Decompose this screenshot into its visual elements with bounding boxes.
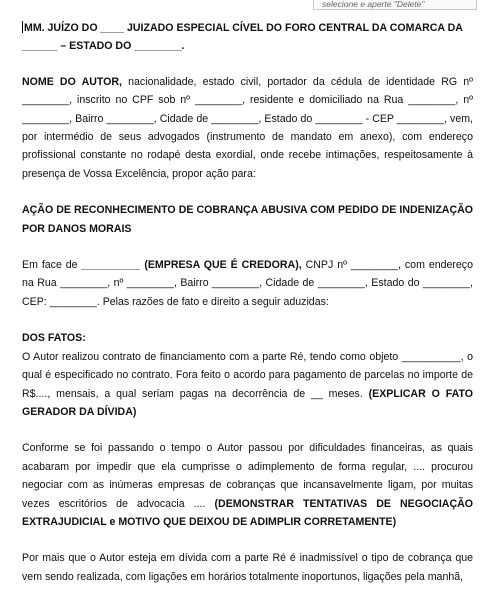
author-paragraph bbox=[22, 73, 473, 183]
text-cursor bbox=[22, 21, 23, 33]
facts-paragraph-1 bbox=[22, 348, 473, 422]
facts-p3-text: Por mais que o Autor esteja em dívida com a parte Ré é inadmissível o tipo de cobrança que vem sendo realizada, com ligações em horários totalmente inoportunos, ligações pela manhã, bbox=[22, 552, 473, 583]
facts-paragraph-2 bbox=[22, 439, 473, 531]
court-header bbox=[22, 19, 473, 56]
facts-p2-text: Conforme se foi passando o tempo o Autor passou por dificuldades financeiras, as quais acabaram por impedir que ela cumprisse o adimplemento de forma regular, .... procurou negociar com as inúmeras empresas de cobranças que incansavelmente ligam, por muitas vezes escritórios de advocacia .... bbox=[22, 442, 473, 510]
action-title: AÇÃO DE RECONHECIMENTO DE COBRANÇA ABUSIVA COM PEDIDO DE INDENIZAÇÃO POR DANOS MORAIS bbox=[22, 204, 473, 235]
delete-hint-text: selecione e aperte "Delete" bbox=[322, 0, 425, 9]
facts-paragraph-3 bbox=[22, 549, 473, 586]
defendant-blank: __________ bbox=[81, 259, 141, 272]
defendant-paragraph bbox=[22, 256, 473, 311]
delete-hint-box bbox=[313, 0, 477, 10]
defendant-company: (EMPRESA QUE É CREDORA), bbox=[140, 259, 302, 272]
defendant-prefix: Em face de bbox=[22, 259, 82, 272]
author-details: nacionalidade, estado civil, portador da cédula de identidade RG nº ________, inscrito no CPF sob nº ________, residente e domiciliado na Rua ________, nº ________, Bairro ________, Cidade de ________, Estado do ________ - CEP ________, vem, por intermédio de seus advogados (instrumento de mandato em anexo), com endereço profissional constante no rodapé desta exordial, onde recebe intimações, respeitosamente à presença de Vossa Excelência, propor ação para: bbox=[22, 75, 473, 180]
author-name: NOME DO AUTOR, bbox=[22, 75, 122, 88]
petition-document bbox=[22, 19, 473, 586]
court-header-line2: ______ – ESTADO DO ________. bbox=[22, 40, 185, 53]
facts-p1-note: (EXPLICAR O FATO GERADOR DA DÍVIDA) bbox=[22, 387, 473, 418]
court-header-line1: MM. JUÍZO DO ____ JUIZADO ESPECIAL CÍVEL DO FORO CENTRAL DA COMARCA DA bbox=[24, 22, 463, 34]
facts-heading: DOS FATOS: bbox=[22, 332, 86, 345]
facts-p1-text: O Autor realizou contrato de financiamento com a parte Ré, tendo como objeto __________, o qual é especificado no contrato. Fora feito o acordo para pagamento de parcelas no importe de R$...., mensais, a qual seriam pagas na decorrência de __ meses. bbox=[22, 350, 473, 400]
facts-p2-note: (DEMONSTRAR TENTATIVAS DE NEGOCIAÇÃO EXTRAJUDICIAL e MOTIVO QUE DEIXOU DE ADIMPLIR CORRETAMENTE) bbox=[22, 497, 473, 528]
defendant-details: CNPJ nº ________, com endereço na Rua ________, nº ________, Bairro ________, Cidade de ________, Estado do ________, CEP: ________. Pelas razões de fato e direito a seguir aduzidas: bbox=[22, 259, 473, 308]
